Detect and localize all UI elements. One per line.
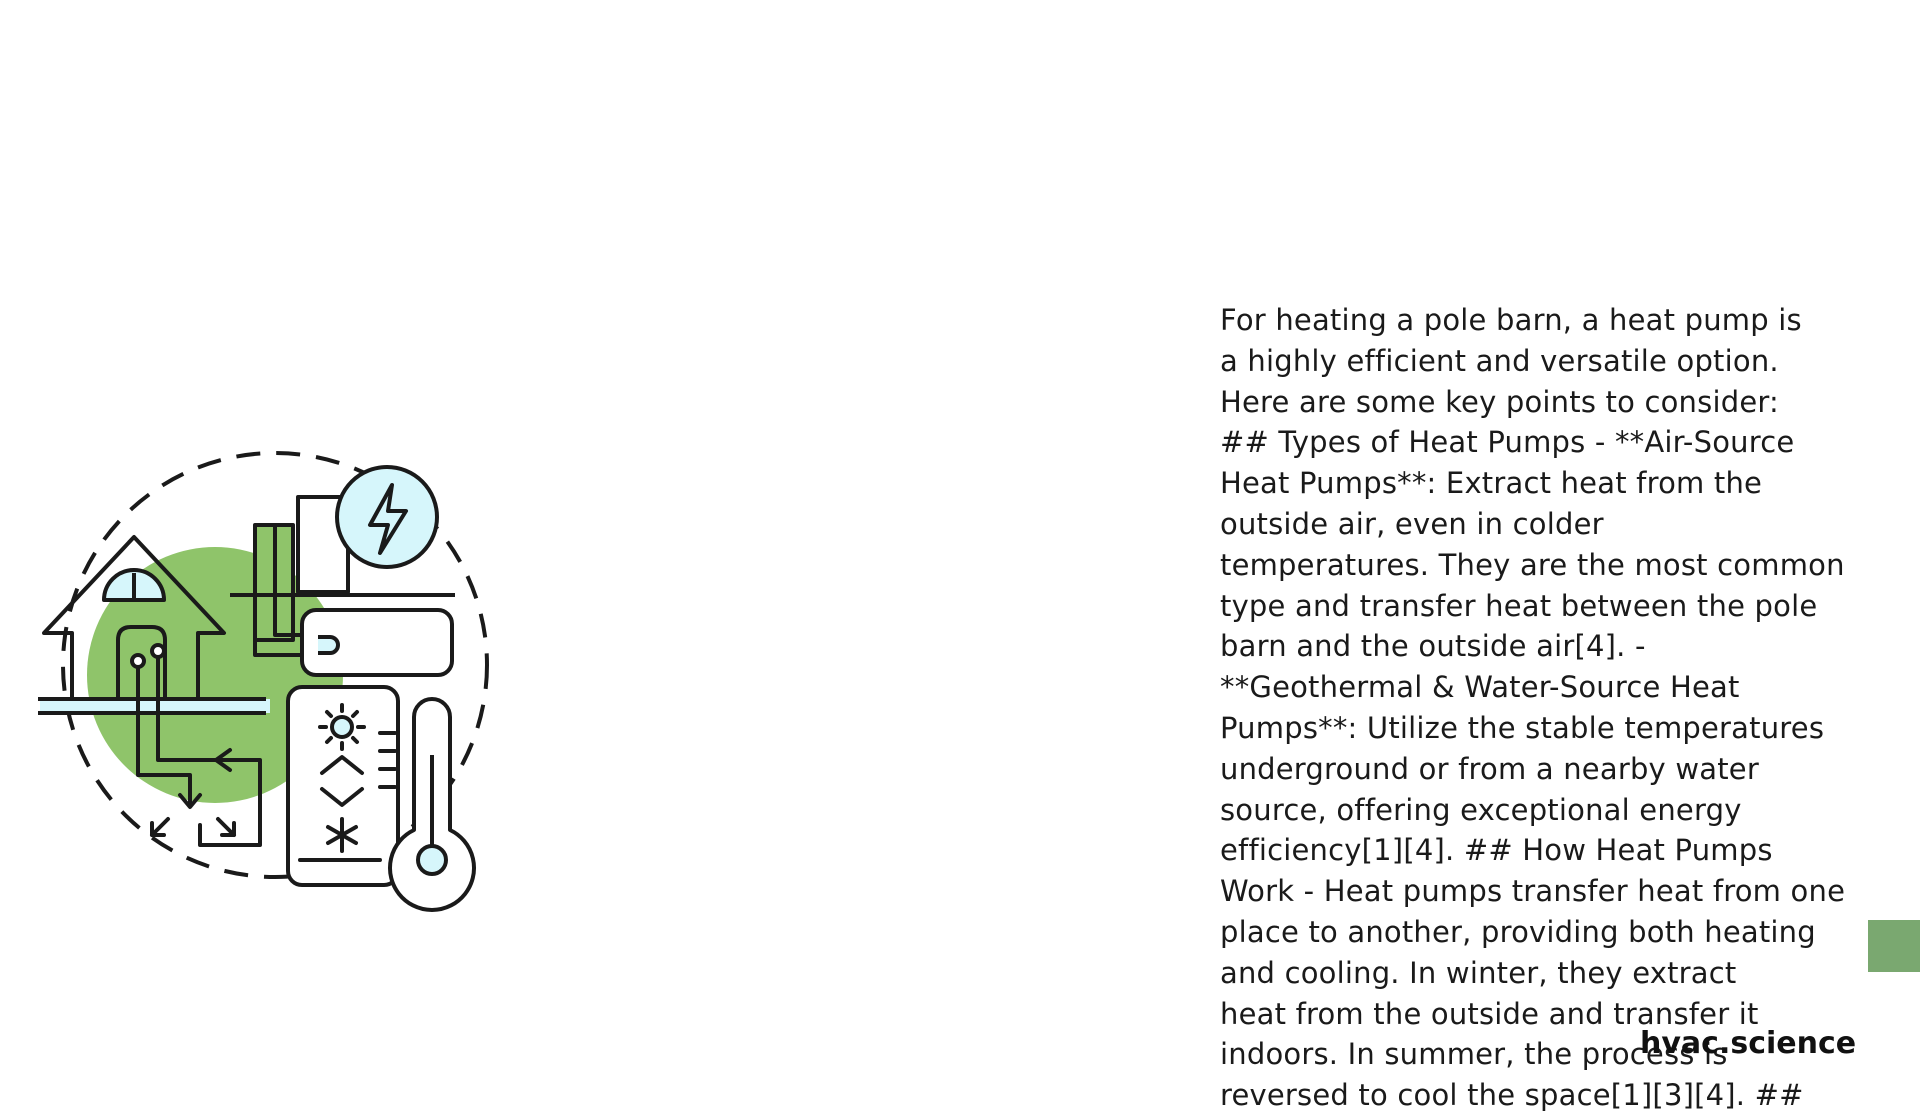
article-line: Heat Pumps**: Extract heat from the <box>1220 466 1763 501</box>
article-line: efficiency[1][4]. ## How Heat Pumps <box>1220 833 1773 868</box>
article-line: For heating a pole barn, a heat pump is <box>1220 303 1802 337</box>
article-line: temperatures. They are the most common <box>1220 547 1845 582</box>
article-line: Pumps**: Utilize the stable temperatures <box>1220 710 1825 745</box>
heat-pump-house-icon <box>30 455 500 900</box>
article-line: **Geothermal & Water-Source Heat <box>1220 670 1740 705</box>
article-line: outside air, even in colder <box>1220 506 1604 541</box>
side-tab-button[interactable] <box>1868 920 1920 972</box>
article-line: type and transfer heat between the pole <box>1220 588 1818 623</box>
article-line: place to another, providing both heating <box>1220 914 1816 949</box>
article-text <box>1220 300 1860 1113</box>
article-line: and cooling. In winter, they extract <box>1220 955 1737 990</box>
thermometer-icon <box>390 699 474 910</box>
ground-fill-shape <box>40 699 270 713</box>
article-line: ## Types of Heat Pumps - **Air-Source <box>1220 425 1795 460</box>
article-line: indoors. In summer, the process is <box>1220 1037 1728 1072</box>
heat-pump-illustration <box>30 455 500 900</box>
article-line: Work - Heat pumps transfer heat from one <box>1220 874 1846 909</box>
article-line: Here are some key points to consider: <box>1220 384 1779 419</box>
thermostat-panel-icon <box>288 687 398 885</box>
article-line: underground or from a nearby water <box>1220 751 1759 786</box>
site-watermark: hvac.science <box>1640 1026 1857 1061</box>
article-line: heat from the outside and transfer it <box>1220 996 1759 1031</box>
article-line: source, offering exceptional energy <box>1220 792 1742 827</box>
article-line: a highly efficient and versatile option. <box>1220 343 1779 378</box>
lightning-icon <box>337 467 437 567</box>
article-line: reversed to cool the space[1][3][4]. ## <box>1220 1078 1804 1113</box>
article-line: barn and the outside air[4]. - <box>1220 629 1646 664</box>
